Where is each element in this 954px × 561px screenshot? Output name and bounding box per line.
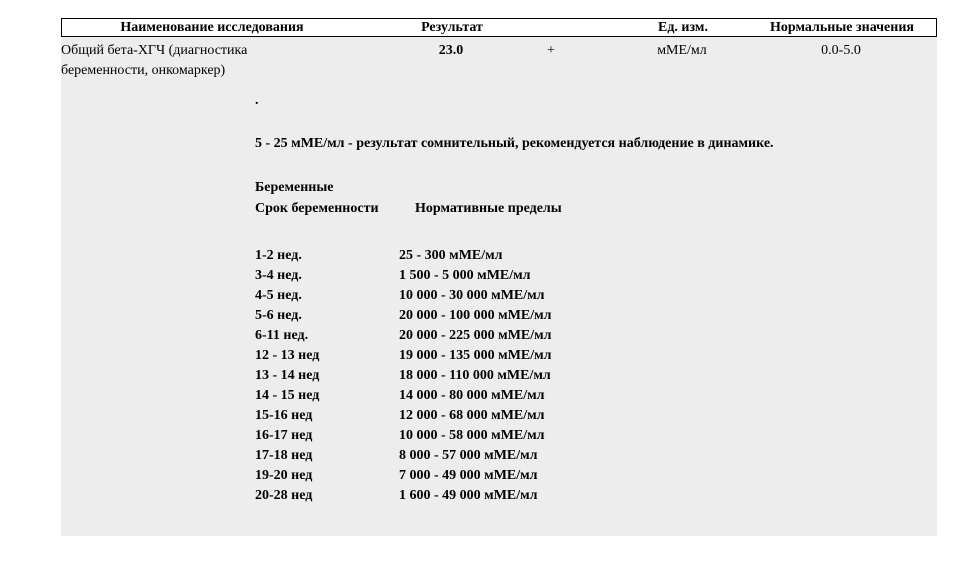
gestation-week: 5-6 нед. (255, 308, 302, 323)
reference-range: 1 500 - 5 000 мМЕ/мл (399, 268, 531, 283)
gestation-week: 19-20 нед (255, 468, 313, 483)
comment-note: 5 - 25 мМЕ/мл - результат сомнительный, рекомендуется наблюдение в динамике. (255, 136, 774, 151)
table-header (61, 18, 937, 37)
header-test-name: Наименование исследования (120, 20, 304, 35)
pregnant-label: Беременные (255, 180, 334, 195)
column-limits: Нормативные пределы (415, 201, 562, 216)
reference-range: 19 000 - 135 000 мМЕ/мл (399, 348, 552, 363)
reference-range: 7 000 - 49 000 мМЕ/мл (399, 468, 538, 483)
result-value: 23.0 (438, 43, 464, 58)
reference-range: 20 000 - 100 000 мМЕ/мл (399, 308, 552, 323)
result-unit: мМЕ/мл (657, 43, 707, 58)
reference-range: 14 000 - 80 000 мМЕ/мл (399, 388, 545, 403)
gestation-week: 3-4 нед. (255, 268, 302, 283)
reference-range: 12 000 - 68 000 мМЕ/мл (399, 408, 545, 423)
gestation-week: 6-11 нед. (255, 328, 309, 343)
reference-range: 10 000 - 58 000 мМЕ/мл (399, 428, 545, 443)
header-result: Результат (421, 20, 483, 35)
comment-dot: . (255, 93, 259, 108)
gestation-week: 12 - 13 нед (255, 348, 320, 363)
gestation-week: 13 - 14 нед (255, 368, 320, 383)
test-name-line1: Общий бета-ХГЧ (диагностика (61, 43, 248, 58)
reference-range: 10 000 - 30 000 мМЕ/мл (399, 288, 545, 303)
gestation-week: 4-5 нед. (255, 288, 302, 303)
gestation-week: 20-28 нед (255, 488, 313, 503)
reference-range: 18 000 - 110 000 мМЕ/мл (399, 368, 551, 383)
reference-table-header (255, 198, 562, 219)
test-name-line2: беременности, онкомаркер) (61, 63, 226, 78)
gestation-week: 14 - 15 нед (255, 388, 320, 403)
reference-range: 8 000 - 57 000 мМЕ/мл (399, 448, 538, 463)
header-unit: Ед. изм. (658, 20, 708, 35)
lab-report (61, 18, 937, 536)
gestation-week: 17-18 нед (255, 448, 313, 463)
result-flag: + (547, 43, 555, 58)
reference-range: 1 600 - 49 000 мМЕ/мл (399, 488, 538, 503)
gestation-week: 15-16 нед (255, 408, 313, 423)
reference-range: 20 000 - 225 000 мМЕ/мл (399, 328, 552, 343)
normal-range: 0.0-5.0 (821, 43, 861, 58)
gestation-week: 1-2 нед. (255, 248, 302, 263)
reference-range: 25 - 300 мМЕ/мл (399, 248, 503, 263)
column-term: Срок беременности (255, 201, 379, 216)
header-normal-values: Нормальные значения (770, 20, 914, 35)
gestation-week: 16-17 нед (255, 428, 313, 443)
